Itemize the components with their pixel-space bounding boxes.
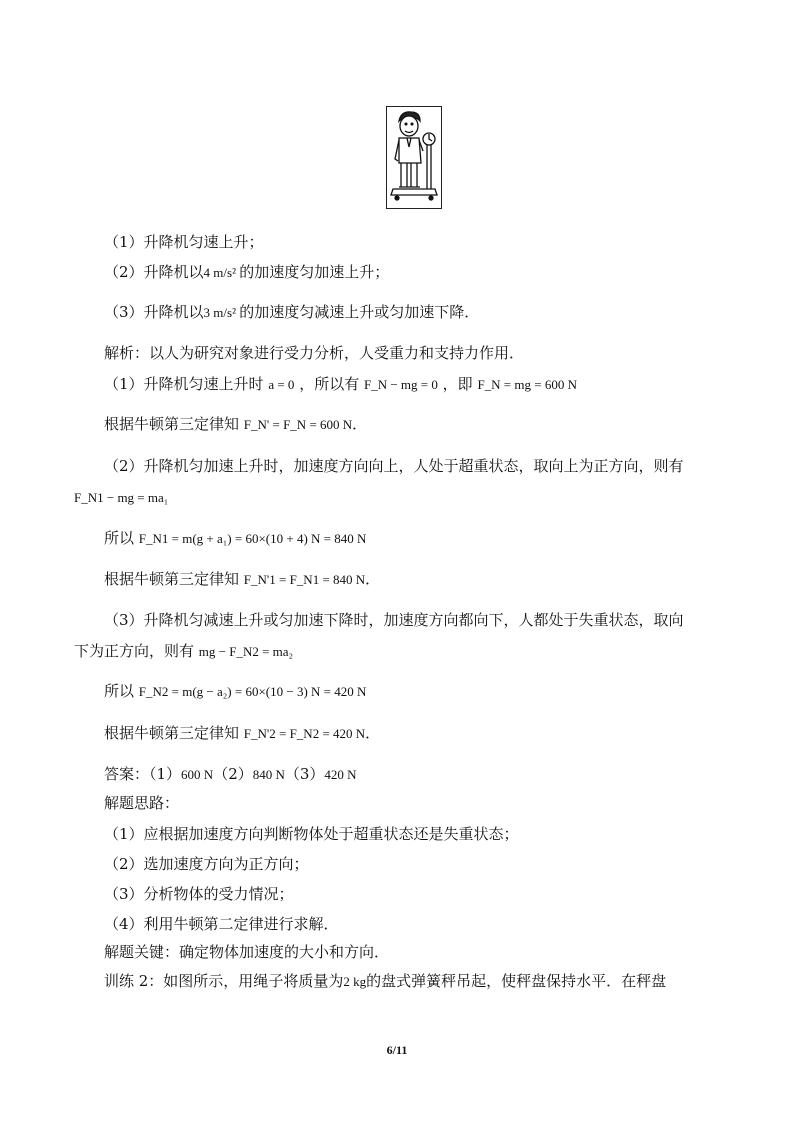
text-run: 根据牛顿第三定律知 xyxy=(104,415,244,433)
text-run: 的加速度匀加速上升； xyxy=(239,263,390,281)
math-expression: 600 N xyxy=(181,767,214,782)
analysis-intro xyxy=(104,343,524,363)
analysis-part-2 xyxy=(104,456,684,476)
text-run: （1）升降机匀速上升； xyxy=(104,233,264,251)
text-run: 所以 xyxy=(104,682,139,700)
text-run: 所以 xyxy=(104,529,139,547)
newton-third-law-3 xyxy=(104,723,380,744)
text-run: （3）升降机以 xyxy=(104,303,204,321)
text-run: （2）升降机以 xyxy=(104,263,204,281)
text-run: ． xyxy=(365,724,381,742)
solution-step-2 xyxy=(104,854,309,874)
text-run: 根据牛顿第三定律知 xyxy=(104,570,244,588)
question-1 xyxy=(104,232,264,252)
person-on-scale-figure xyxy=(386,106,442,209)
text-run: （3）分析物体的受力情况； xyxy=(104,885,294,903)
text-run: 根据牛顿第三定律知 xyxy=(104,724,244,742)
text-run: 解题思路： xyxy=(104,794,180,812)
analysis-part-1 xyxy=(104,374,577,395)
math-expression: a = 0 xyxy=(268,377,295,392)
equation-3 xyxy=(74,641,293,662)
math-expression: F_N1 = m(g + a₁) = 60×(10 + 4) N = 840 N xyxy=(138,531,367,546)
equation-2 xyxy=(74,487,168,508)
math-expression: 2 kg xyxy=(343,974,367,989)
analysis-part-3 xyxy=(104,610,684,630)
math-expression: mg − F_N2 = ma₂ xyxy=(198,644,294,659)
question-3 xyxy=(104,302,479,323)
text-run: 训练 2：如图所示，用绳子将质量为 xyxy=(104,972,344,990)
text-run: 的盘式弹簧秤吊起，使秤盘保持水平．在秤盘 xyxy=(366,972,667,990)
text-run: 下为正方向，则有 xyxy=(74,642,199,660)
text-run: （2）选加速度方向为正方向； xyxy=(104,855,309,873)
math-expression: 840 N xyxy=(252,767,285,782)
question-2 xyxy=(104,262,389,283)
text-run: （4）利用牛顿第二定律进行求解． xyxy=(104,915,339,933)
math-expression: F_N = mg = 600 N xyxy=(477,377,577,392)
math-expression: F_N1 − mg = ma₁ xyxy=(74,490,169,505)
text-run: ，所以有 xyxy=(294,375,364,393)
solution-step-4 xyxy=(104,914,339,934)
math-expression: 3 m/s² xyxy=(203,305,240,320)
newton-third-law-2 xyxy=(104,569,380,590)
text-run: （3）升降机匀减速上升或匀加速下降时，加速度方向都向下，人都处于失重状态，取向 xyxy=(104,611,684,629)
text-run: 的加速度匀减速上升或匀加速下降． xyxy=(239,303,480,321)
newton-third-law-1 xyxy=(104,414,367,435)
solution-step-3 xyxy=(104,884,294,904)
math-expression: 4 m/s² xyxy=(203,265,240,280)
result-3 xyxy=(104,681,366,702)
text-run: ． xyxy=(365,570,381,588)
page-number: 6/11 xyxy=(386,1043,408,1057)
text-run: （2） xyxy=(213,765,253,783)
training-2 xyxy=(104,971,666,992)
math-expression: F_N'2 = F_N2 = 420 N xyxy=(243,726,366,741)
text-run: （2）升降机匀加速上升时，加速度方向向上，人处于超重状态，取向上为正方向，则有 xyxy=(104,457,684,475)
math-expression: 420 N xyxy=(324,767,357,782)
text-run: 解析：以人为研究对象进行受力分析，人受重力和支持力作用． xyxy=(104,344,525,362)
math-expression: F_N − mg = 0 xyxy=(363,377,438,392)
math-expression: F_N'1 = F_N1 = 840 N xyxy=(243,572,366,587)
text-run: （3） xyxy=(284,765,325,783)
text-run: ． xyxy=(352,415,368,433)
math-expression: F_N2 = m(g − a₂) = 60×(10 − 3) N = 420 N xyxy=(138,684,367,699)
text-run: （1）应根据加速度方向判断物体处于超重状态还是失重状态； xyxy=(104,825,519,843)
text-run: ，即 xyxy=(437,375,478,393)
solution-idea-heading xyxy=(104,793,179,813)
text-run: 解题关键：确定物体加速度的大小和方向． xyxy=(104,943,390,961)
answer xyxy=(104,764,357,785)
text-run: （1）升降机匀速上升时 xyxy=(104,375,269,393)
key-point xyxy=(104,942,389,962)
result-2 xyxy=(104,528,366,549)
math-expression: F_N' = F_N = 600 N xyxy=(243,417,353,432)
text-run: 答案：（1） xyxy=(104,765,182,783)
solution-step-1 xyxy=(104,824,519,844)
person-on-scale-illustration xyxy=(387,107,441,208)
